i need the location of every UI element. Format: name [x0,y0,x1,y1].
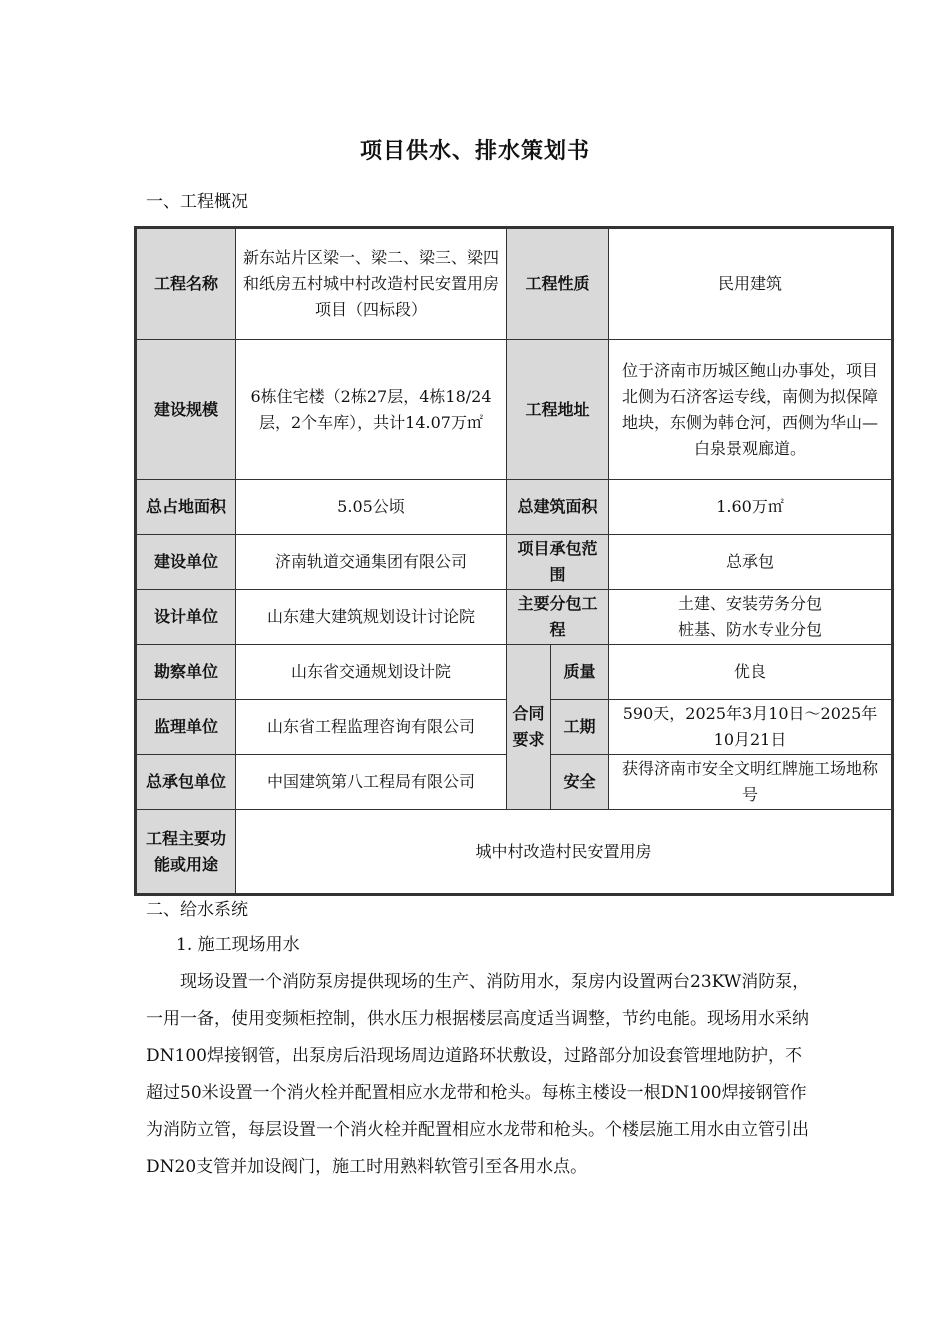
survey-value: 山东省交通规划设计院 [236,645,507,700]
subcontract-line-2: 桩基、防水专业分包 [678,620,823,639]
nature-value: 民用建筑 [609,228,893,340]
scale-label: 建设规模 [136,340,236,480]
client-label: 建设单位 [136,535,236,590]
site-water-paragraph: 现场设置一个消防泵房提供现场的生产、消防用水，泵房内设置两台23KW消防泵，一用一备，使用变频柜控制，供水压力根据楼层高度适当调整，节约电能。现场用水采纳DN100焊接钢管，出泵房后沿现场周边道路环状敷设，过路部分加设套管埋地防护，不超过50米设置一个消火栓并配置相应水龙带和枪头。每栋主楼设一根DN100焊接钢管作为消防立管，每层设置一个消火栓并配置相应水龙带和枪头。个楼层施工用水由立管引出DN20支管并加设阀门，施工时用熟料软管引至各用水点。 [146,972,810,1177]
quality-value: 优良 [609,645,893,700]
subsection-heading-site-water: 1. 施工现场用水 [176,935,300,955]
client-value: 济南轨道交通集团有限公司 [236,535,507,590]
contract-requirements-label: 合同要求 [507,645,551,810]
supervision-label: 监理单位 [136,700,236,755]
gc-value: 中国建筑第八工程局有限公司 [236,755,507,810]
scale-value: 6栋住宅楼（2栋27层，4栋18/24层，2个车库），共计14.07万㎡ [236,340,507,480]
building-area-label: 总建筑面积 [507,480,609,535]
project-name-value: 新东站片区梁一、梁二、梁三、梁四和纸房五村城中村改造村民安置用房项目（四标段） [236,228,507,340]
survey-label: 勘察单位 [136,645,236,700]
design-value: 山东建大建筑规划设计讨论院 [236,590,507,645]
nature-label: 工程性质 [507,228,609,340]
subcontract-line-1: 土建、安装劳务分包 [678,594,823,613]
period-value: 590天，2025年3月10日～2025年10月21日 [609,700,893,755]
project-overview-table [134,226,894,896]
subcontract-label: 主要分包工程 [507,590,609,645]
land-area-label: 总占地面积 [136,480,236,535]
function-value: 城中村改造村民安置用房 [236,810,893,895]
address-value: 位于济南市历城区鲍山办事处，项目北侧为石济客运专线，南侧为拟保障地块，东侧为韩仓河，西侧为华山—白泉景观廊道。 [609,340,893,480]
land-area-value: 5.05公顷 [236,480,507,535]
contract-scope-label: 项目承包范围 [507,535,609,590]
supervision-value: 山东省工程监理咨询有限公司 [236,700,507,755]
building-area-value: 1.60万㎡ [609,480,893,535]
section-heading-overview: 一、工程概况 [146,192,248,212]
document-title: 项目供水、排水策划书 [359,139,590,164]
design-label: 设计单位 [136,590,236,645]
period-label: 工期 [551,700,609,755]
project-name-label: 工程名称 [136,228,236,340]
subcontract-value [609,590,893,645]
contract-scope-value: 总承包 [609,535,893,590]
section-heading-water-supply: 二、给水系统 [146,900,248,920]
function-label: 工程主要功能或用途 [136,810,236,895]
gc-label: 总承包单位 [136,755,236,810]
safety-value: 获得济南市安全文明红牌施工场地称号 [609,755,893,810]
safety-label: 安全 [551,755,609,810]
address-label: 工程地址 [507,340,609,480]
quality-label: 质量 [551,645,609,700]
